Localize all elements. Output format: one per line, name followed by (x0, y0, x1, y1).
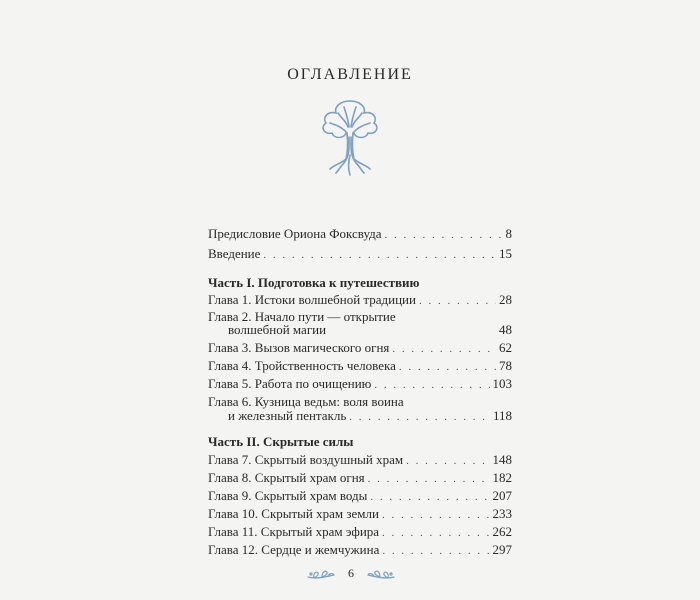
toc-entry-page: 62 (499, 340, 512, 355)
toc-entry[interactable] (208, 524, 512, 540)
toc-entry[interactable] (208, 226, 512, 242)
toc-entry[interactable] (208, 246, 512, 262)
dot-leader (349, 410, 490, 424)
page-footer (0, 564, 700, 584)
dot-leader (419, 294, 496, 308)
toc-entry-page: 15 (499, 246, 512, 261)
toc-entry-label: волшебной магии (228, 322, 327, 337)
toc-entry-label: Глава 3. Вызов магического огня (208, 340, 390, 355)
dot-leader (406, 454, 489, 468)
dot-leader (399, 360, 496, 374)
dot-leader (392, 342, 496, 356)
dot-leader (382, 508, 490, 522)
toc-entry-label: Глава 4. Тройственность человека (208, 358, 396, 373)
toc-entry-label: Глава 11. Скрытый храм эфира (208, 524, 380, 539)
toc-entry-label: Глава 12. Сердце и жемчужина (208, 542, 380, 557)
floral-ornament-icon (306, 567, 336, 583)
toc-entry-page: 78 (499, 358, 512, 373)
dot-leader (263, 248, 496, 262)
toc-entry-first-line[interactable]: Глава 6. Кузница ведьм: воля воина (208, 394, 404, 409)
toc-entry[interactable] (208, 470, 512, 486)
floral-ornament-icon (366, 567, 396, 583)
dot-leader (370, 490, 489, 504)
toc-entry-page: 182 (492, 470, 512, 485)
dot-leader (374, 378, 489, 392)
toc-entry[interactable] (208, 376, 512, 392)
toc-entry-label: и железный пентакль (228, 408, 347, 423)
page-title: ОГЛАВЛЕНИЕ (287, 66, 413, 83)
toc-entry[interactable] (208, 358, 512, 374)
toc-entry-page: 8 (505, 226, 512, 241)
toc-entry[interactable] (228, 408, 512, 424)
part-heading: Часть I. Подготовка к путешествию (208, 275, 420, 290)
toc-entry-label: Глава 8. Скрытый храм огня (208, 470, 365, 485)
toc-entry-page: 148 (492, 452, 512, 467)
toc-entry-label: Глава 7. Скрытый воздушный храм (208, 452, 404, 467)
toc-entry[interactable] (208, 488, 512, 504)
toc-entry[interactable] (208, 452, 512, 468)
page-number: 6 (348, 566, 354, 580)
toc-entry-page: 48 (499, 322, 512, 337)
toc-entry[interactable] (208, 506, 512, 522)
dot-leader (382, 544, 489, 558)
toc-entry-page: 28 (499, 292, 512, 307)
toc-entry-page: 103 (492, 376, 512, 391)
toc-entry[interactable] (208, 542, 512, 558)
toc-entry-first-line[interactable]: Глава 2. Начало пути — открытие (208, 309, 396, 324)
toc-entry-page: 297 (492, 542, 512, 557)
dot-leader (368, 472, 490, 486)
toc-entry-page: 233 (492, 506, 512, 521)
dot-leader (385, 228, 503, 242)
toc-entry-label: Глава 9. Скрытый храм воды (208, 488, 368, 503)
toc-entry-label: Глава 5. Работа по очищению (208, 376, 372, 391)
dot-leader (382, 526, 489, 540)
toc-entry-page: 262 (492, 524, 512, 539)
part-heading: Часть II. Скрытые силы (208, 434, 354, 449)
toc-entry-label: Глава 10. Скрытый храм земли (208, 506, 379, 521)
toc-entry-label: Глава 1. Истоки волшебной традиции (208, 292, 416, 307)
toc-entry[interactable] (228, 322, 512, 338)
toc-entry[interactable] (208, 340, 512, 356)
toc-entry-label: Введение (208, 246, 261, 261)
toc-entry-page: 207 (492, 488, 512, 503)
toc-entry-label: Предисловие Ориона Фоксвуда (208, 226, 382, 241)
celtic-tree-icon (318, 97, 382, 177)
toc-entry[interactable] (208, 292, 512, 308)
toc-entry-page: 118 (492, 408, 512, 423)
